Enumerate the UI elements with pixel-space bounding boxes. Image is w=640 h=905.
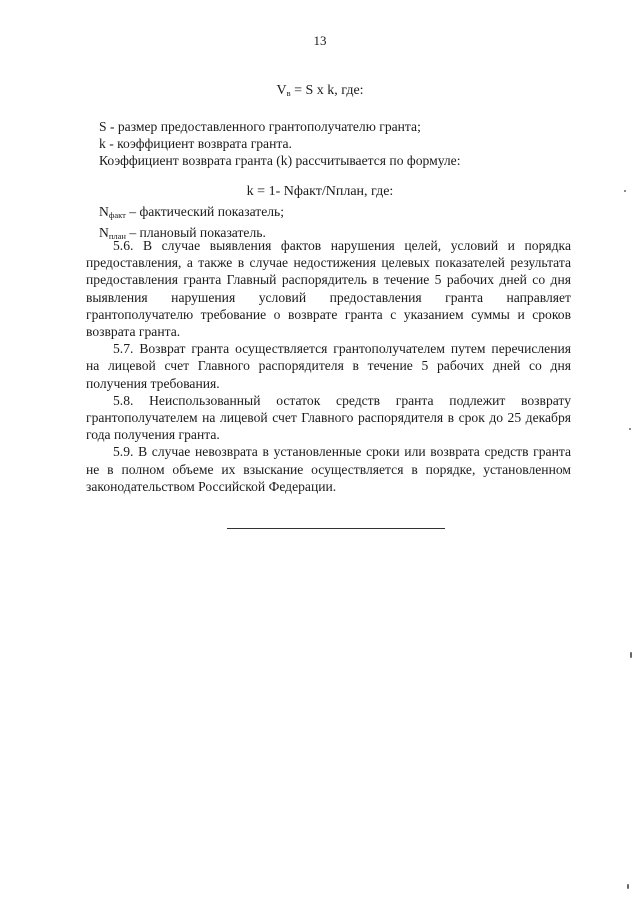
paragraph-5-8: 5.8. Неиспользованный остаток средств гранта подлежит возврату грантополучателем на лицевой счет Главного распорядителя в срок до 25 декабря года получения гранта. bbox=[86, 392, 571, 443]
definition-text: – плановый показатель. bbox=[125, 225, 266, 240]
definitions-block-1 bbox=[99, 118, 460, 169]
scan-speck bbox=[630, 652, 632, 658]
definition-k-formula-intro: Коэффициент возврата гранта (k) рассчитывается по формуле: bbox=[99, 153, 461, 168]
end-divider-line bbox=[227, 528, 445, 529]
formula-rest: = S x k, где: bbox=[290, 83, 364, 98]
paragraph-5-7: 5.7. Возврат гранта осуществляется грантополучателем путем перечисления на лицевой счет Главного распорядителя в течение 5 рабочих дней со дня получения требования. bbox=[86, 341, 571, 391]
definition-s: S - размер предоставленного грантополучателю гранта; bbox=[99, 119, 421, 134]
definition-n-fact bbox=[99, 203, 284, 224]
page-number: 13 bbox=[313, 33, 327, 48]
symbol: N bbox=[99, 204, 109, 219]
scan-speck bbox=[627, 884, 629, 889]
scan-speck bbox=[624, 190, 626, 192]
paragraph-5-9: 5.9. В случае невозврата в установленные сроки или возврата средств гранта не в полном объеме их взыскание осуществляется в порядке, установленном законодательством Российской Федерации. bbox=[86, 444, 571, 494]
definition-k: k - коэффициент возврата гранта. bbox=[99, 136, 292, 151]
symbol-subscript: план bbox=[108, 231, 126, 241]
formula-coefficient: k = 1- Nфакт/Nплан, где: bbox=[246, 184, 394, 199]
definition-text: – фактический показатель; bbox=[125, 204, 285, 219]
symbol: N bbox=[99, 225, 109, 240]
paragraph-5-6: 5.6. В случае выявления фактов нарушения целей, условий и порядка предоставления, а также в случае недостижения целевых показателей результата предоставления гранта Главный распорядитель в течение 5 рабочих дней со дня выявления нарушения условий предоставления гранта направляет грантополучателю требование о возврате гранта с указанием суммы и сроков возврата гранта. bbox=[86, 238, 571, 340]
scan-speck bbox=[629, 428, 631, 430]
symbol-subscript: факт bbox=[108, 210, 126, 220]
formula-lhs-subscript: в bbox=[286, 88, 291, 98]
body-text bbox=[86, 237, 571, 495]
formula-lhs: V bbox=[276, 83, 287, 98]
formula-return-amount bbox=[0, 83, 640, 99]
